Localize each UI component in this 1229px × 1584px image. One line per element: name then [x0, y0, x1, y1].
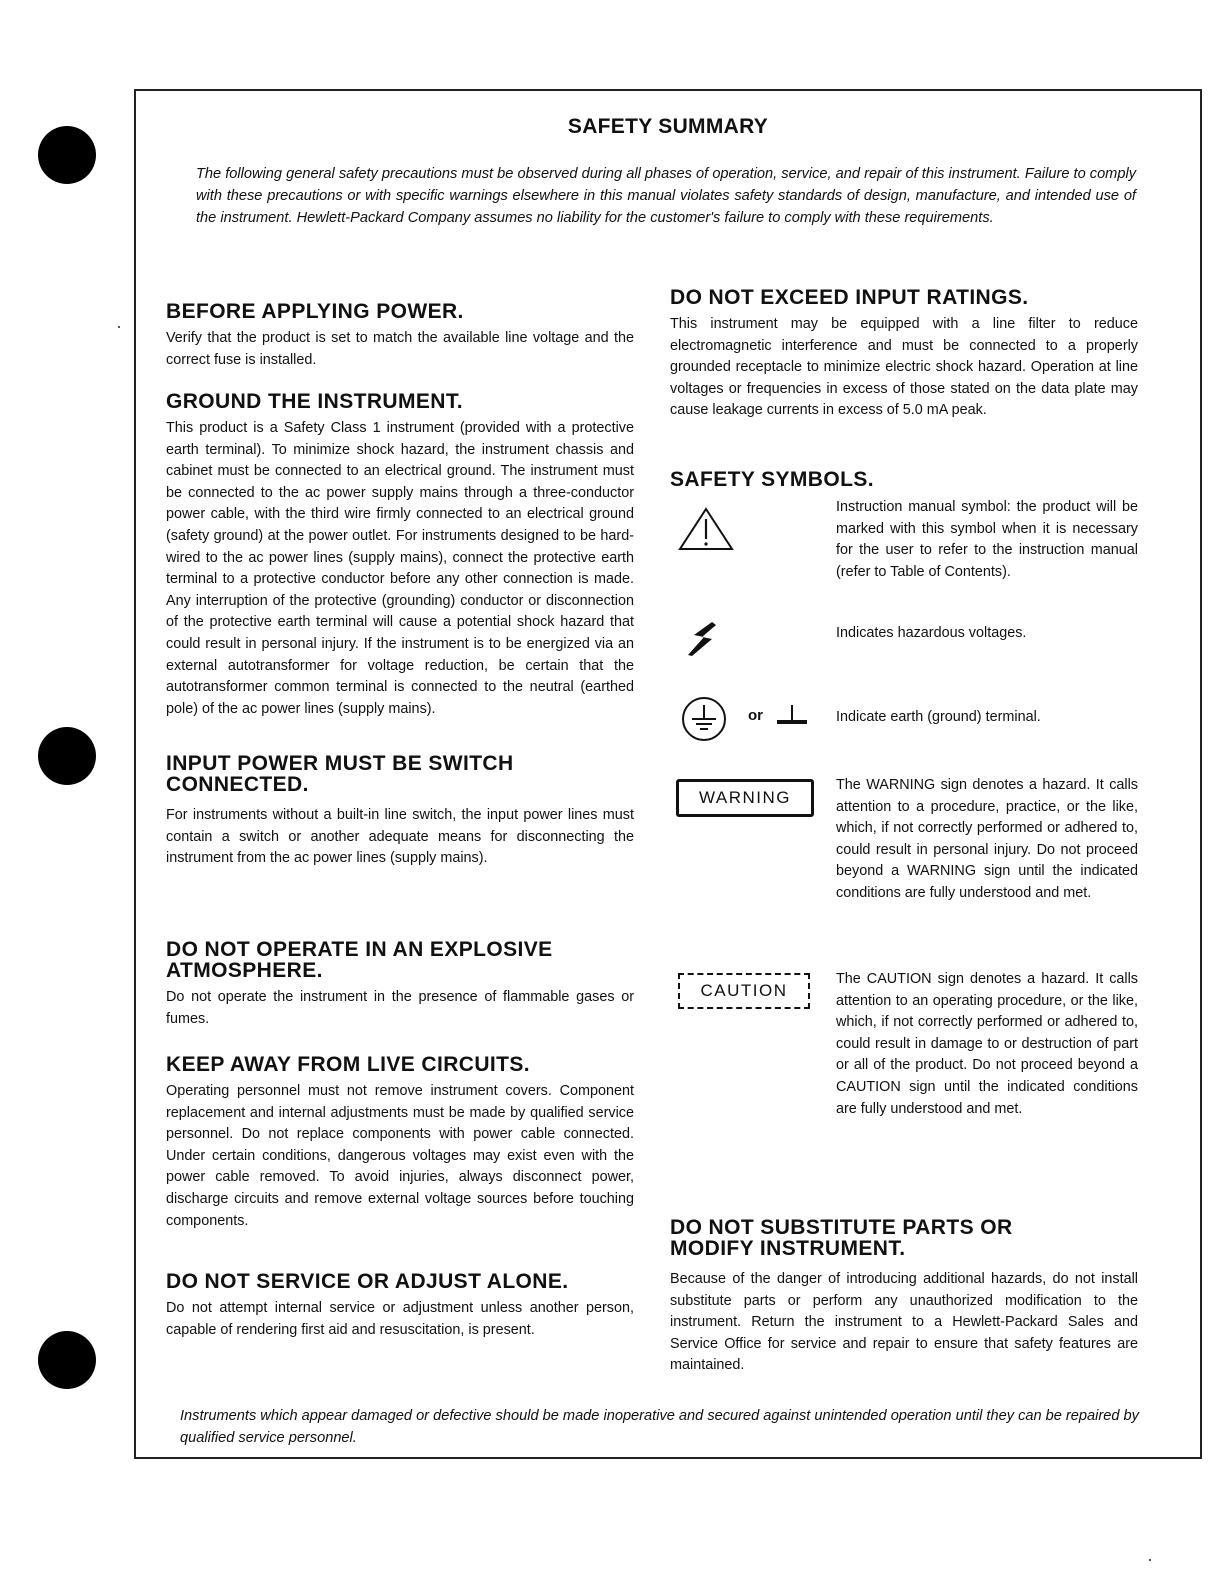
section-heading: DO NOT SERVICE OR ADJUST ALONE.	[166, 1270, 569, 1293]
section-body: This product is a Safety Class 1 instrument (provided with a protective earth terminal). To minimize shock hazard, the instrument chassis and cabinet must be connected to an electrical ground. The instrument must be connected to the ac power supply mains through a three-conductor power cable, with the third wire firmly connected to an electrical ground (safety ground) at the power outlet. For instruments designed to be hard-wired to the ac power lines (supply mains), connect the protective earth terminal to a protective conductor before any other connection is made. Any interruption of the protective (grounding) conductor or disconnection of the protective earth terminal will cause a potential shock hazard that could result in personal injury. If the instrument is to be energized via an external autotransformer for voltage reduction, be certain that the autotransformer common terminal is connected to the neutral (earthed pole) of the ac power lines (supply mains).	[166, 420, 634, 717]
symbol-row-earth-ground	[670, 695, 1138, 745]
section-heading: DO NOT SUBSTITUTE PARTS OR MODIFY INSTRUMENT.	[670, 1216, 1013, 1260]
section-heading: SAFETY SYMBOLS.	[670, 468, 874, 491]
symbol-description: Indicate earth (ground) terminal.	[836, 709, 1041, 725]
section-body: Verify that the product is set to match the available line voltage and the correct fuse is installed.	[166, 330, 634, 368]
page-title: SAFETY SUMMARY	[567, 115, 769, 138]
frame-ground-icon	[774, 701, 810, 731]
section-heading: BEFORE APPLYING POWER.	[166, 300, 464, 323]
section-heading: KEEP AWAY FROM LIVE CIRCUITS.	[166, 1053, 530, 1076]
symbol-row-hazardous-voltage	[670, 619, 1138, 659]
hazardous-voltage-icon	[682, 619, 722, 659]
symbol-description: Indicates hazardous voltages.	[836, 625, 1027, 641]
section-safety-symbols	[670, 469, 1138, 490]
intro-paragraph: The following general safety precautions must be observed during all phases of operation, service, and repair of this instrument. Failure to comply with these precautions or with specific warnings elsewhere in this manual violates safety standards of design, manufacture, and intended use of the instrument. Hewlett-Packard Company assumes no liability for the customer's failure to comply with these requirements.	[196, 166, 1136, 226]
or-label: or	[748, 707, 763, 724]
section-heading: GROUND THE INSTRUMENT.	[166, 390, 463, 413]
section-input-power-switch	[166, 753, 634, 870]
section-heading: DO NOT OPERATE IN AN EXPLOSIVE ATMOSPHERE.	[166, 938, 553, 982]
section-service-alone	[166, 1271, 634, 1341]
instruction-manual-triangle-icon	[676, 505, 736, 555]
scan-speck	[1149, 1559, 1151, 1561]
symbol-description: The CAUTION sign denotes a hazard. It calls attention to an operating procedure, or the like, which, if not correctly performed or adhered to, could result in damage to or destruction of part or all of the product. Do not proceed beyond a CAUTION sign until the indicated conditions are fully understood and met.	[836, 971, 1138, 1117]
symbol-description: Instruction manual symbol: the product will be marked with this symbol when it is necessary for the user to refer to the instruction manual (refer to Table of Contents).	[836, 499, 1138, 580]
section-body: Do not operate the instrument in the presence of flammable gases or fumes.	[166, 989, 634, 1027]
binder-hole-bottom	[38, 1331, 96, 1389]
symbol-row-caution	[670, 969, 1138, 1149]
scan-speck	[118, 326, 120, 328]
protective-earth-circle-icon	[680, 695, 728, 743]
footer-note: Instruments which appear damaged or defective should be made inoperative and secured against unintended operation until they can be repaired by qualified service personnel.	[180, 1408, 1139, 1446]
section-ground-the-instrument	[166, 391, 634, 720]
symbol-row-warning	[670, 775, 1138, 935]
section-input-ratings	[670, 287, 1138, 422]
section-heading: INPUT POWER MUST BE SWITCH CONNECTED.	[166, 752, 514, 796]
section-before-applying-power	[166, 301, 634, 371]
warning-sign: WARNING	[676, 779, 814, 817]
caution-sign: CAUTION	[678, 973, 810, 1009]
section-live-circuits	[166, 1054, 634, 1232]
section-heading: DO NOT EXCEED INPUT RATINGS.	[670, 286, 1029, 309]
section-body: For instruments without a built-in line switch, the input power lines must contain a switch or another adequate means for disconnecting the instrument from the ac power lines (supply mains).	[166, 807, 634, 867]
section-body: Operating personnel must not remove instrument covers. Component replacement and internal adjustments must be made by qualified service personnel. Do not replace components with power cable connected. Under certain conditions, dangerous voltages may exist even with the power cable removed. To avoid injuries, always disconnect power, discharge circuits and remove external voltage sources before touching components.	[166, 1083, 634, 1229]
binder-hole-middle	[38, 727, 96, 785]
section-explosive-atmosphere	[166, 939, 634, 1030]
binder-hole-top	[38, 126, 96, 184]
section-body: This instrument may be equipped with a line filter to reduce electromagnetic interference and must be connected to a properly grounded receptacle to minimize electric shock hazard. Operation at line voltages or frequencies in excess of those stated on the data plate may cause leakage currents in excess of 5.0 mA peak.	[670, 316, 1138, 419]
symbol-description: The WARNING sign denotes a hazard. It calls attention to a procedure, practice, or the like, which, if not correctly performed or adhered to, could result in personal injury. Do not proceed beyond a WARNING sign until the indicated conditions are fully understood and met.	[836, 777, 1138, 901]
safety-summary-frame	[134, 89, 1202, 1459]
section-substitute-parts	[670, 1217, 1138, 1377]
section-body: Because of the danger of introducing additional hazards, do not install substitute parts or perform any unauthorized modification to the instrument. Return the instrument to a Hewlett-Packard Sales and Service Office for service and repair to ensure that safety features are maintained.	[670, 1271, 1138, 1374]
section-body: Do not attempt internal service or adjustment unless another person, capable of rendering first aid and resuscitation, is present.	[166, 1300, 634, 1338]
symbol-row-instruction-manual	[670, 497, 1138, 607]
